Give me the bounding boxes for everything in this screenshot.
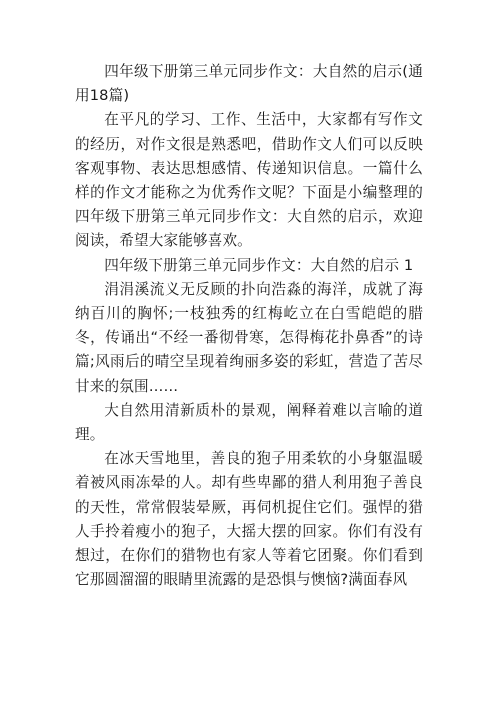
body-paragraph-3: 在冰天雪地里，善良的狍子用柔软的小身躯温暖着被风雨冻晕的人。却有些卑鄙的猎人利用狍子善良的天性，常常假装晕厥，再伺机捉住它们。强悍的猎人手拎着瘦小的狍子，大摇大摆的回家。你们有没有想过，在你们的猎物也有家人等着它团聚。你们看到它那圆溜溜的眼睛里流露的是恐惧与懊恼?满面春风 [75,450,423,589]
body-paragraph-2: 大自然用清新质朴的景观，阐释着难以言喻的道理。 [75,401,423,444]
intro-paragraph: 在平凡的学习、工作、生活中，大家都有写作文的经历，对作文很是熟悉吧，借助作文人们可以反映客观事物、表达思想感情、传递知识信息。一篇什么样的作文才能称之为优秀作文呢？下面是小编整理的四年级下册第三单元同步作文：大自然的启示，欢迎阅读，希望大家能够喜欢。 [75,111,423,250]
document-title: 四年级下册第三单元同步作文：大自然的启示(通用18篇) [75,63,423,105]
section-title: 四年级下册第三单元同步作文：大自然的启示 1 [104,256,414,274]
body-paragraph-1: 涓涓溪流义无反顾的扑向浩淼的海洋，成就了海纳百川的胸怀;一枝独秀的红梅屹立在白雪皑皑的腊冬，传诵出“不经一番彻骨寒，怎得梅花扑鼻香”的诗篇;风雨后的晴空呈现着绚丽多姿的彩虹，营造了苦尽甘来的氛围…… [75,280,423,395]
document-body [75,60,423,592]
